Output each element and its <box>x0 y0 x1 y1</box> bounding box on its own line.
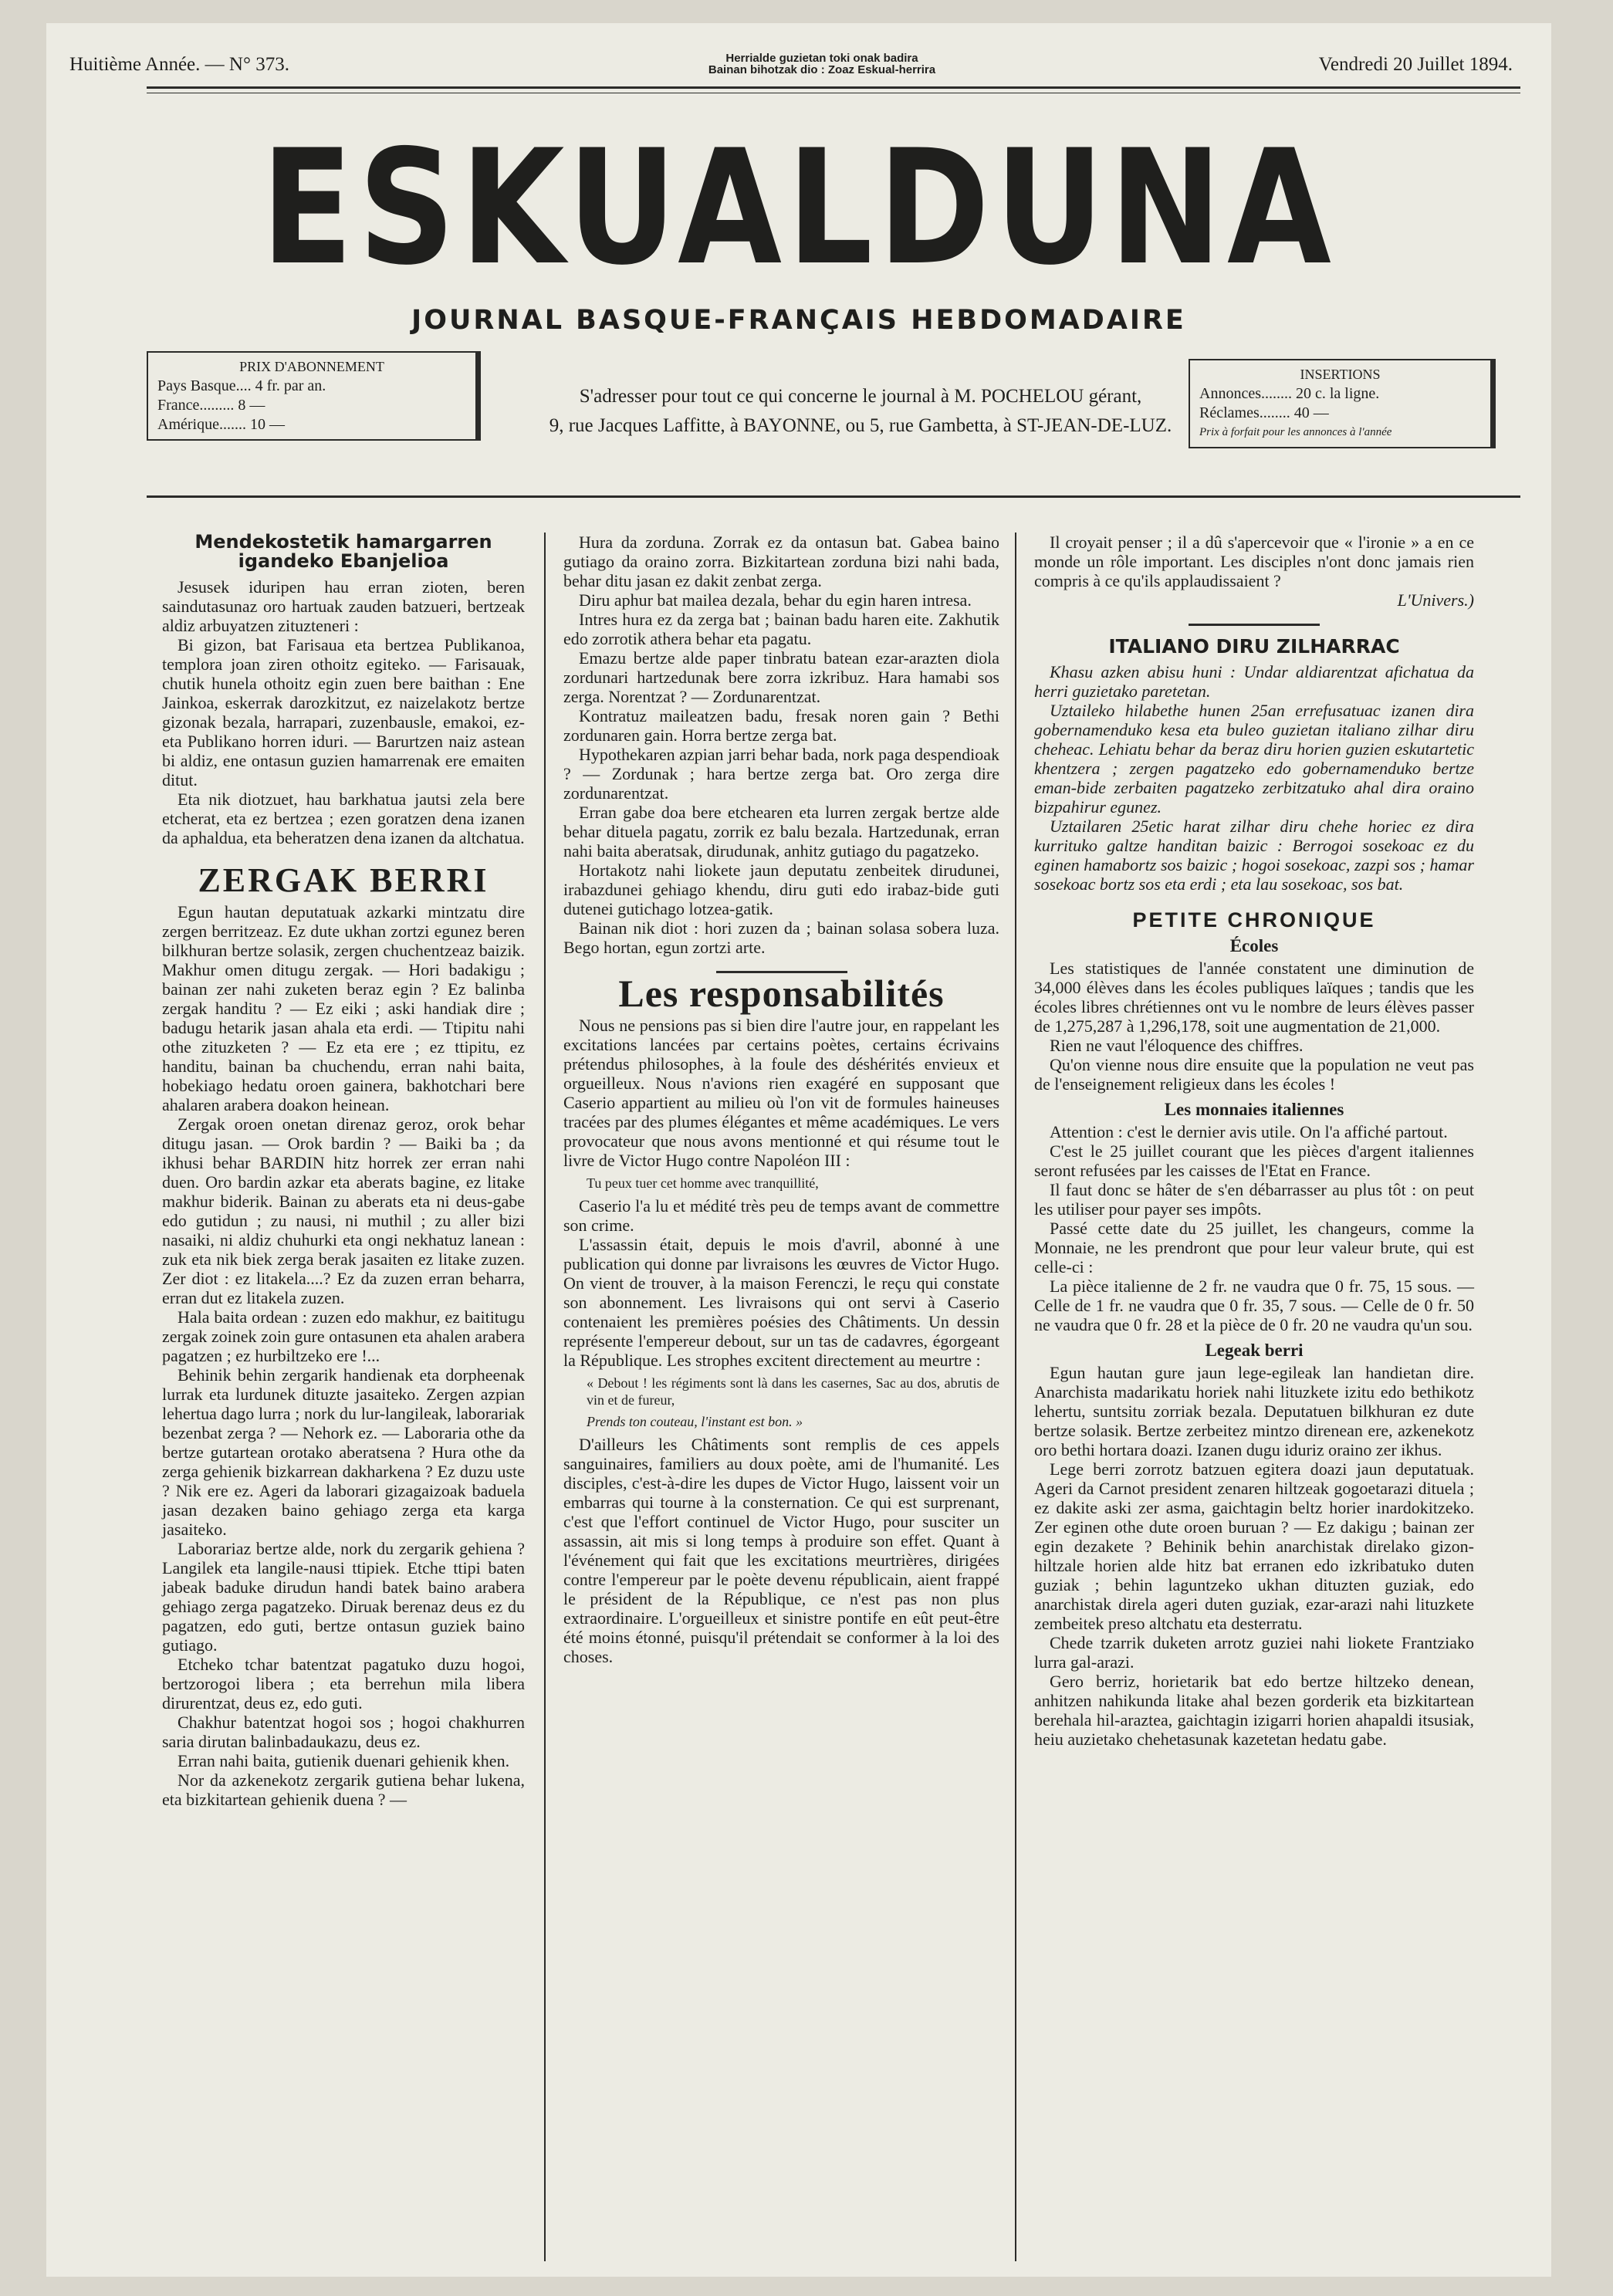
paragraph: Uztailaren 25etic harat zilhar diru chehe horiec ez dira kurrituko galtze handitan baizic : Berrogoi sosekoac ez du eginen hamabortz sos baizic ; hogoi sosekoac, zazpi sos ; hamar sosekoac bortz sos eta erdi ; eta lau sosekoac, sos bat. <box>1034 817 1474 894</box>
paragraph: Khasu azken abisu huni : Undar aldiarentzat afichatua da herri guzietako paretetan. <box>1034 662 1474 701</box>
paragraph: Laborariaz bertze alde, nork du zergarik gehiena ? Langilek eta langile-nausi ttipiek. Etche ttipi baten jabeak baduke dirudun handi batek baino arabera gehiago zerga pagatzeko. Diruak berenaz deus ez du pagatzen, edo guti, bertze ontasun guziek baino gutiago. <box>162 1539 525 1655</box>
motto-line: Bainan bihotzak dio : Zoaz Eskual-herrira <box>708 63 936 76</box>
signature: L'Univers.) <box>1397 590 1474 610</box>
gospel-heading: Mendekostetik hamargarren igandeko Ebanjelioa <box>194 531 492 572</box>
paragraph: Eta nik diotzuet, hau barkhatua jautsi zela bere etcherat, eta ez bertzea ; ezen goratzen dena izanen da aphaldua, eta beheratzen dena izanen da altchatua. <box>162 790 525 847</box>
paragraph: Diru aphur bat mailea dezala, behar du egin haren intresa. <box>579 590 972 610</box>
section-separator <box>1189 624 1320 626</box>
address-line: 9, rue Jacques Laffitte, à BAYONNE, ou 5, rue Gambetta, à ST-JEAN-DE-LUZ. <box>549 415 1172 436</box>
paragraph: Passé cette date du 25 juillet, les changeurs, comme la Monnaie, ne les prendront que pour leur valeur brute, qui est celle-ci : <box>1034 1219 1474 1276</box>
article-title: Les responsabilités <box>618 972 945 1015</box>
paragraph: Chakhur batentzat hogoi sos ; hogoi chakhurren saria dirutan balinbadaukazu, deus ez. <box>162 1713 525 1751</box>
paragraph: Rien ne vaut l'éloquence des chiffres. <box>1050 1036 1304 1055</box>
paragraph: Hura da zorduna. Zorrak ez da ontasun bat. Gabea baino gutiago da oraino zorra. Bizkitartean zorduna bizi nahi bada, behar ditu jasan ez dakit zenbat zerga. <box>563 533 999 590</box>
column-rule <box>544 533 546 2261</box>
paragraph: Hortakotz nahi liokete jaun deputatu zenbeitek dirudunei, irabazdunei gehiago khendu, diru guti edo irabaz-bide guti dutenei gutichago lotzea-gatik. <box>563 861 999 918</box>
paragraph: Intres hura ez da zerga bat ; bainan badu haren eite. Zakhutik edo zorrotik athera behar eta pagatu. <box>563 610 999 648</box>
paragraph: Etcheko tchar batentzat pagatuko duzu hogoi, bertzorogoi libera ; eta berrehun mila libera dirurentzat, deus ez, edo guti. <box>162 1655 525 1713</box>
section-heading: ITALIANO DIRU ZILHARRAC <box>1108 635 1400 658</box>
address-line: S'adresser pour tout ce qui concerne le journal à M. POCHELOU gérant, <box>579 386 1142 407</box>
insertions-note: Prix à forfait pour les annonces à l'année <box>1199 426 1392 438</box>
paragraph: Uztaileko hilabethe hunen 25an errefusatuac izanen dira gobernamenduko kesa eta buleo guzietan italiano zilhar diru cheheac. Lehiatu behar da beraz diru horien guzien eskutartetic khentzera ; zergen pagatzeko edo gobernamenduko bertze eman-bide zerbaiten pagatzeko zerbitzatuko ahal dira oraino bizpahirur egunez. <box>1034 701 1474 817</box>
insertions-title: INSERTIONS <box>1300 367 1381 382</box>
quotation: Prends ton couteau, l'instant est bon. » <box>587 1414 803 1429</box>
paragraph: Kontratuz maileatzen badu, fresak noren gain ? Bethi zordunaren gain. Horra bertze zerga bat. <box>563 706 999 745</box>
paragraph: Bi gizon, bat Farisaua eta bertzea Publikanoa, templora joan ziren othoitz egiteko. — Farisauak, chutik hunela othoitz egin zuen bere baithan : Ene Jainkoa, eskerrak darozkitzut, ez naizelakotz bertze gizonak bezala, harrapari, zuzenbausle, emakoi, ez-eta Publikano horren iduri. — Barurtzen naiz astean bi aldiz, ene ontasun guzien hamarrenak ere emaiten ditut. <box>162 635 525 790</box>
paragraph: Nor da azkenekotz zergarik gutiena behar lukena, eta bizkitartean gehienik duena ? — <box>162 1770 525 1809</box>
subscription-line: France......... 8 — <box>157 397 265 414</box>
sub-heading: Les monnaies italiennes <box>1164 1100 1344 1119</box>
column-2 <box>563 533 999 1666</box>
column-1 <box>162 533 525 1809</box>
paragraph: Lege berri zorrotz batzuen egitera doazi jaun deputatuak. Ageri da Carnot president zenaren hiltzeak gogoetarazi dituela ; ez dakite aski zer asma, gaichtagin beltz horier inardokitzeko. Zer eginen othe dute oroen buruan ? — Ez dakigu ; bainan zer egin dezakete ? Behinik behin anarchistak direlako gizon-hiltzale horien alde hitz bat erranen edo izkribatuko duten guziak ; behin laguntzeko ukhan dituzten guziak, edo anarchistak direla ageri duten guziak, ezar-arazi nahi lituzkete zembeitek preso altchatu eta desterratu. <box>1034 1459 1474 1633</box>
paragraph: Il croyait penser ; il a dû s'apercevoir que « l'ironie » a en ce monde un rôle important. Les disciples n'ont donc jamais rien compris à ce qu'ils applaudissaient ? <box>1034 533 1474 590</box>
paragraph: Caserio l'a lu et médité très peu de temps avant de commettre son crime. <box>563 1196 999 1235</box>
subscription-line: Pays Basque.... 4 fr. par an. <box>157 377 326 394</box>
paragraph: Egun hautan deputatuak azkarki mintzatu dire zergen berritzeaz. Ez dute ukhan zortzi egunez beren bilkhuran bertze solasik, zergen chuchentzeaz baizik. Makhur omen ditugu zergak. — Hori badakigu ; bainan zer nahi zuketen beraz egin ? Ez balinba zergak handitu ? — Ez eiki ; aski handiak dire ; badugu hetarik jasan ahala eta erdi. — Ttipitu nahi othe zituzketen ? — Ez eta ere ; ez ttipitu, ez handitu, bainan ba chuchendu, erran nahi baita, hobekiago hedatu oroen gainera, bakhotchari bere ahalaren arabera doakon heinean. <box>162 902 525 1114</box>
quotation: « Debout ! les régiments sont là dans les casernes, Sac au dos, abrutis de vin et de fureur, <box>587 1375 999 1408</box>
quotation: Tu peux tuer cet homme avec tranquillité, <box>587 1175 819 1191</box>
insertions-line: Annonces........ 20 c. la ligne. <box>1199 385 1380 402</box>
paragraph: Behinik behin zergarik handienak eta dorpheenak lurrak eta lurdunek dituzte jasaiteko. Zergen azpian lehertua dago lurra ; nork du lur-langileak, laborariak bezenbat zerga ? — Nehork ez. — Laboraria othe da bertze gutartean orotako aberatsena ? Hura othe da zerga gehienik bizkarrean dakharkena ? Ez duzu uste ? Nik ere ez. Ageri da laborari gizagaizoak baduela jasan dezaken baino gehiago zerga eta karga jasaiteko. <box>162 1365 525 1539</box>
address-block <box>494 382 1227 441</box>
paragraph: D'ailleurs les Châtiments sont remplis de ces appels sanguinaires, familiers au doux poète, ami de l'humanité. Les disciples, c'est-à-dire les dupes de Victor Hugo, laissent voir un embarras qui tourne à la consternation. Ce qui est surprenant, c'est que l'effort continuel de Victor Hugo, pour susciter un assassin, ait mis si long temps à produire son effet. Quant à l'événement qui fait que les excitations meurtrières, dirigées contre l'empereur par le poète devenu républicain, aient frappé le président de la République, ce n'est pas non plus extraordinaire. L'orgueilleux et sinistre pontife en eût peut-être été moins étonné, puisqu'il prétendait se conformer à la loi des choses. <box>563 1435 999 1666</box>
paragraph: Attention : c'est le dernier avis utile. On l'a affiché partout. <box>1050 1122 1448 1141</box>
motto-line: Herrialde guzietan toki onak badira <box>725 52 918 65</box>
paragraph: Il faut donc se hâter de s'en débarrasser au plus tôt : on peut les utiliser pour payer ses impôts. <box>1034 1180 1474 1219</box>
masthead-subtitle: JOURNAL BASQUE-FRANÇAIS HEBDOMADAIRE <box>411 305 1186 336</box>
paragraph: L'assassin était, depuis le mois d'avril, abonné à une publication qui donne par livraisons les œuvres de Victor Hugo. On vient de trouver, à la maison Ferenczi, le reçu qui constate son abonnement. Les livraisons qui ont servi à Caserio contenaient les premières poésies des Châtiments. Un dessin représente l'empereur debout, sur un tas de cadavres, égorgeant la République. Les strophes excitent directement au meurtre : <box>563 1235 999 1370</box>
paragraph: Egun hautan gure jaun lege-egileak lan handietan dire. Anarchista madarikatu horiek nahi lituzkete izitu edo bethikotz lehertu, suntsitu zorriak bezala. Deputatuen bilkhuran ez dute bertze solasik. Bertze zerbeitez mintzo direnean ere, azkenekotz oro bethi hortara doazi. Izanen dugu iduriz oraino zer ikhus. <box>1034 1363 1474 1459</box>
masthead-title: ESKUALDUNA <box>261 117 1337 300</box>
issue-date: Vendredi 20 Juillet 1894. <box>1318 54 1513 75</box>
paragraph: C'est le 25 juillet courant que les pièces d'argent italiennes seront refusées par les caisses de l'Etat en France. <box>1034 1141 1474 1180</box>
paragraph: Jesusek iduripen hau erran zioten, beren saindutasunaz oro hartuak zauden batzueri, bertzeak aldiz arbuyatzen zituzteneri : <box>162 577 525 635</box>
paragraph: Qu'on vienne nous dire ensuite que la population ne veut pas de l'enseignement religieux dans les écoles ! <box>1034 1055 1474 1094</box>
motto <box>648 52 996 76</box>
paragraph: Hypothekaren azpian jarri behar bada, nork paga despendioak ? — Zordunak ; hara bertze zerga bat. Oro zerga dire zordunarentzat. <box>563 745 999 803</box>
paragraph: La pièce italienne de 2 fr. ne vaudra que 0 fr. 75, 15 sous. — Celle de 1 fr. ne vaudra que 0 fr. 35, 7 sous. — Celle de 0 fr. 50 ne vaudra que 0 fr. 28 et la pièce de 0 fr. 20 ne vaudra qu'un sou. <box>1034 1276 1474 1334</box>
insertions-box <box>1189 359 1496 448</box>
article-title: ZERGAK BERRI <box>198 861 489 899</box>
header-rule <box>147 86 1520 89</box>
paragraph: Emazu bertze alde paper tinbratu batean ezar-arazten diola zordunari hartzedunak bere zorra izkribuz. Hara hamabi sos zerga. Norentzat ? — Zordunarentzat. <box>563 648 999 706</box>
paragraph: Nous ne pensions pas si bien dire l'autre jour, en rappelant les excitations lancées par certains poètes, certains écrivains prétendus philosophes, à la foule des déshérités envieux et orgueilleux. Nous n'avions rien exagéré en supposant que Caserio appartient au milieu où l'on vit de formules haineuses tracées par des plumes élégantes et même académiques. Le vers provocateur que nous avons mentionné et qui résume tout le livre de Victor Hugo contre Napoléon III : <box>563 1016 999 1170</box>
subscription-title: PRIX D'ABONNEMENT <box>239 359 384 374</box>
paragraph: Erran gabe doa bere etchearen eta lurren zergak bertze alde behar dituela pagatu, zorrik ez balu bezala. Hartzedunak, erran nahi baita aberatsak, dirudunak, anhitz gutiago du pagatzeko. <box>563 803 999 861</box>
column-3 <box>1034 533 1474 1749</box>
sub-heading: Écoles <box>1229 936 1279 955</box>
paragraph: Bainan nik diot : hori zuzen da ; bainan solasa sobera luza. Bego hortan, egun zortzi arte. <box>563 918 999 957</box>
newspaper-page <box>46 23 1551 2277</box>
paragraph: Hala baita ordean : zuzen edo makhur, ez baititugu zergak zoinek zoin gure ontasunen eta ahalen arabera pagatzen ; ez hurbiltzeko ere !... <box>162 1307 525 1365</box>
section-heading: PETITE CHRONIQUE <box>1132 908 1376 932</box>
paragraph: Chede tzarrik duketen arrotz guziei nahi liokete Frantziako lurra gal-arazi. <box>1034 1633 1474 1672</box>
subscription-line: Amérique....... 10 — <box>157 416 285 433</box>
paragraph: Erran nahi baita, gutienik duenari gehienik khen. <box>178 1751 510 1770</box>
sub-heading: Legeak berri <box>1205 1341 1304 1360</box>
paragraph: Zergak oroen onetan direnaz geroz, orok behar ditugu jasan. — Orok bardin ? — Baiki ba ; da ikhusi behar BARDIN hitz horrek zer erran nahi duen. Oro bardin azkar eta aberats bagine, ez litake makhur biderik. Bainan zu aberats eta ni deus-gabe edo gutidun ; zu nausi, ni muthil ; zu aller bizi nasaiki, ni aldiz chuhurki eta ongi nekhatuz lanean : zuk eta nik biek zerga berak jasaiten ez litake zuzen. Zer diot : ez litakela....? Ez da zuzen erran beharra, erran dut ez litakela zuzen. <box>162 1114 525 1307</box>
paragraph: Gero berriz, horietarik bat edo bertze hiltzeko denean, anhitzen nahikunda litake ahal bezen gorderik eta bizkitartean berehala hil-araztea, gaichtagin izigarri horien ahapaldi itsusiak, heiu auzietako chehetasunak kazetetan hedatu gabe. <box>1034 1672 1474 1749</box>
insertions-line: Réclames........ 40 — <box>1199 404 1329 421</box>
column-rule <box>1015 533 1016 2261</box>
paragraph: Les statistiques de l'année constatent une diminution de 34,000 élèves dans les écoles publiques laïques ; tandis que les écoles libres chrétiennes ont vu le nombre de leurs élèves passer de 1,275,287 à 1,296,178, soit une augmentation de 21,000. <box>1034 959 1474 1036</box>
masthead-bottom-rule <box>147 495 1520 498</box>
subscription-box <box>147 351 481 441</box>
issue-number: Huitième Année. — N° 373. <box>69 54 289 75</box>
